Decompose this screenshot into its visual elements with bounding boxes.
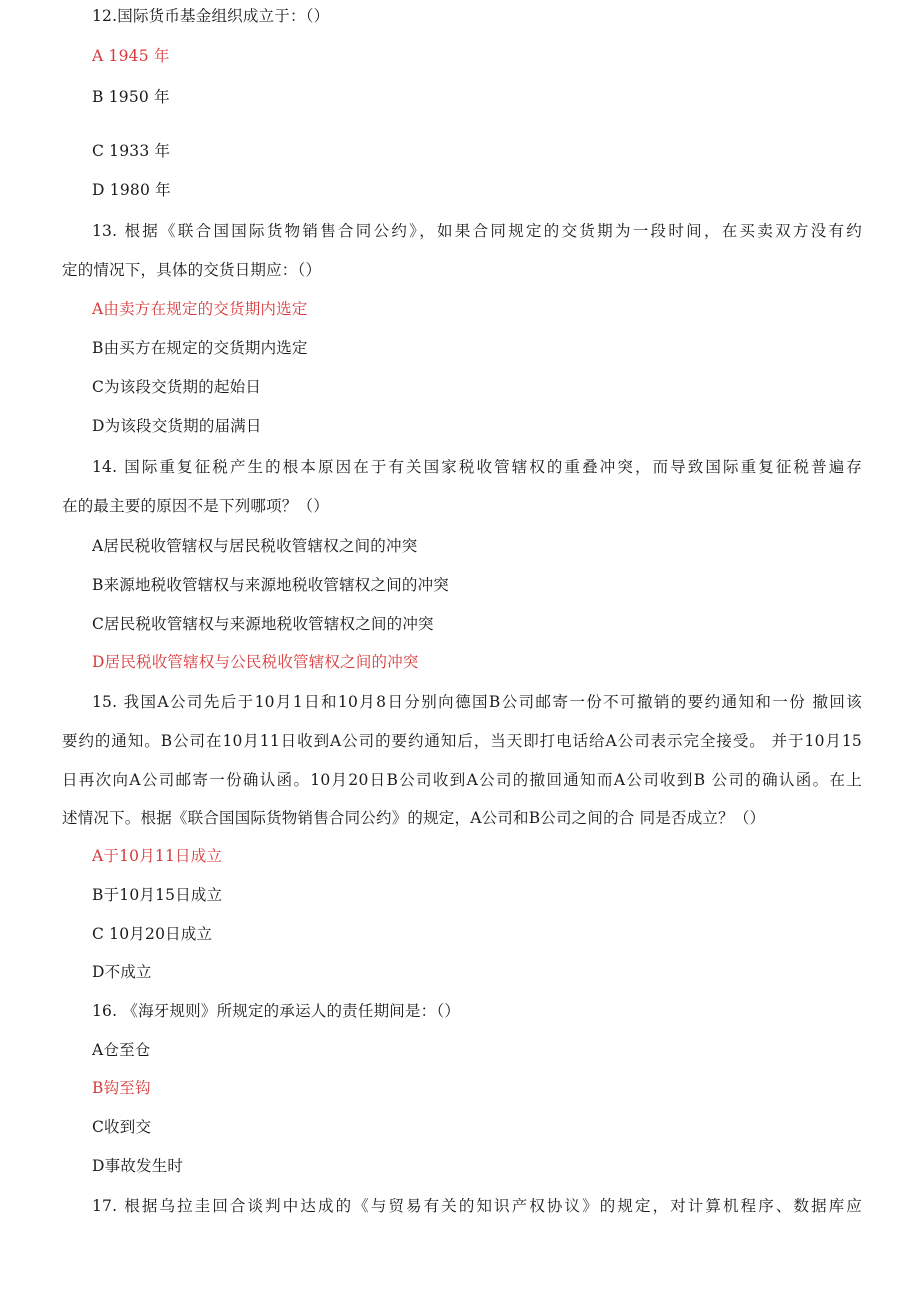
question-13-option-a: A由卖方在规定的交货期内选定 xyxy=(92,300,308,318)
question-16-option-b: B钩至钩 xyxy=(92,1079,151,1097)
question-15-stem-line-1: 15. 我国A公司先后于10月1日和10月8日分别向德国B公司邮寄一份不可撤销的要约通知和一份 撤回该 xyxy=(92,693,862,711)
question-14-option-a: A居民税收管辖权与居民税收管辖权之间的冲突 xyxy=(92,537,418,555)
question-14-stem-line-2: 在的最主要的原因不是下列哪项？（） xyxy=(62,497,329,515)
question-13-option-c: C为该段交货期的起始日 xyxy=(92,378,262,396)
question-13-option-d: D为该段交货期的届满日 xyxy=(92,417,262,435)
question-12-option-c: C 1933 年 xyxy=(92,142,171,160)
question-16-option-a: A仓至仓 xyxy=(92,1041,151,1059)
question-13-stem-line-1: 13. 根据《联合国国际货物销售合同公约》，如果合同规定的交货期为一段时间，在买卖双方没有约 xyxy=(92,222,862,240)
question-14-option-b: B来源地税收管辖权与来源地税收管辖权之间的冲突 xyxy=(92,576,449,594)
question-12-stem: 12.国际货币基金组织成立于：（） xyxy=(92,7,330,25)
question-17-stem-line-1: 17. 根据乌拉圭回合谈判中达成的《与贸易有关的知识产权协议》的规定，对计算机程序、数据库应 xyxy=(92,1197,862,1215)
question-16-option-d: D事故发生时 xyxy=(92,1157,184,1175)
question-16-stem: 16. 《海牙规则》所规定的承运人的责任期间是：（） xyxy=(92,1002,461,1020)
question-14-stem-line-1: 14. 国际重复征税产生的根本原因在于有关国家税收管辖权的重叠冲突，而导致国际重复征税普遍存 xyxy=(92,458,862,476)
question-12-option-b: B 1950 年 xyxy=(92,88,170,106)
question-15-option-c: C 10月20日成立 xyxy=(92,925,213,943)
question-15-option-a: A于10月11日成立 xyxy=(92,847,223,865)
question-13-stem-line-2: 定的情况下，具体的交货日期应：（） xyxy=(62,261,322,279)
question-14-option-d: D居民税收管辖权与公民税收管辖权之间的冲突 xyxy=(92,653,419,671)
question-15-option-d: D不成立 xyxy=(92,963,152,981)
question-12-option-a: A 1945 年 xyxy=(92,47,170,65)
question-12-option-d: D 1980 年 xyxy=(92,181,171,199)
question-15-stem-line-2: 要约的通知。B公司在10月11日收到A公司的要约通知后，当天即打电话给A公司表示完全接受。 并于10月15 xyxy=(62,732,862,750)
question-15-stem-line-4: 述情况下。根据《联合国国际货物销售合同公约》的规定，A公司和B公司之间的合 同是否成立？（） xyxy=(62,809,766,827)
question-14-option-c: C居民税收管辖权与来源地税收管辖权之间的冲突 xyxy=(92,615,434,633)
question-16-option-c: C收到交 xyxy=(92,1118,152,1136)
question-15-stem-line-3: 日再次向A公司邮寄一份确认函。10月20日B公司收到A公司的撤回通知而A公司收到B 公司的确认函。在上 xyxy=(62,771,862,789)
question-15-option-b: B于10月15日成立 xyxy=(92,886,223,904)
question-13-option-b: B由买方在规定的交货期内选定 xyxy=(92,339,308,357)
